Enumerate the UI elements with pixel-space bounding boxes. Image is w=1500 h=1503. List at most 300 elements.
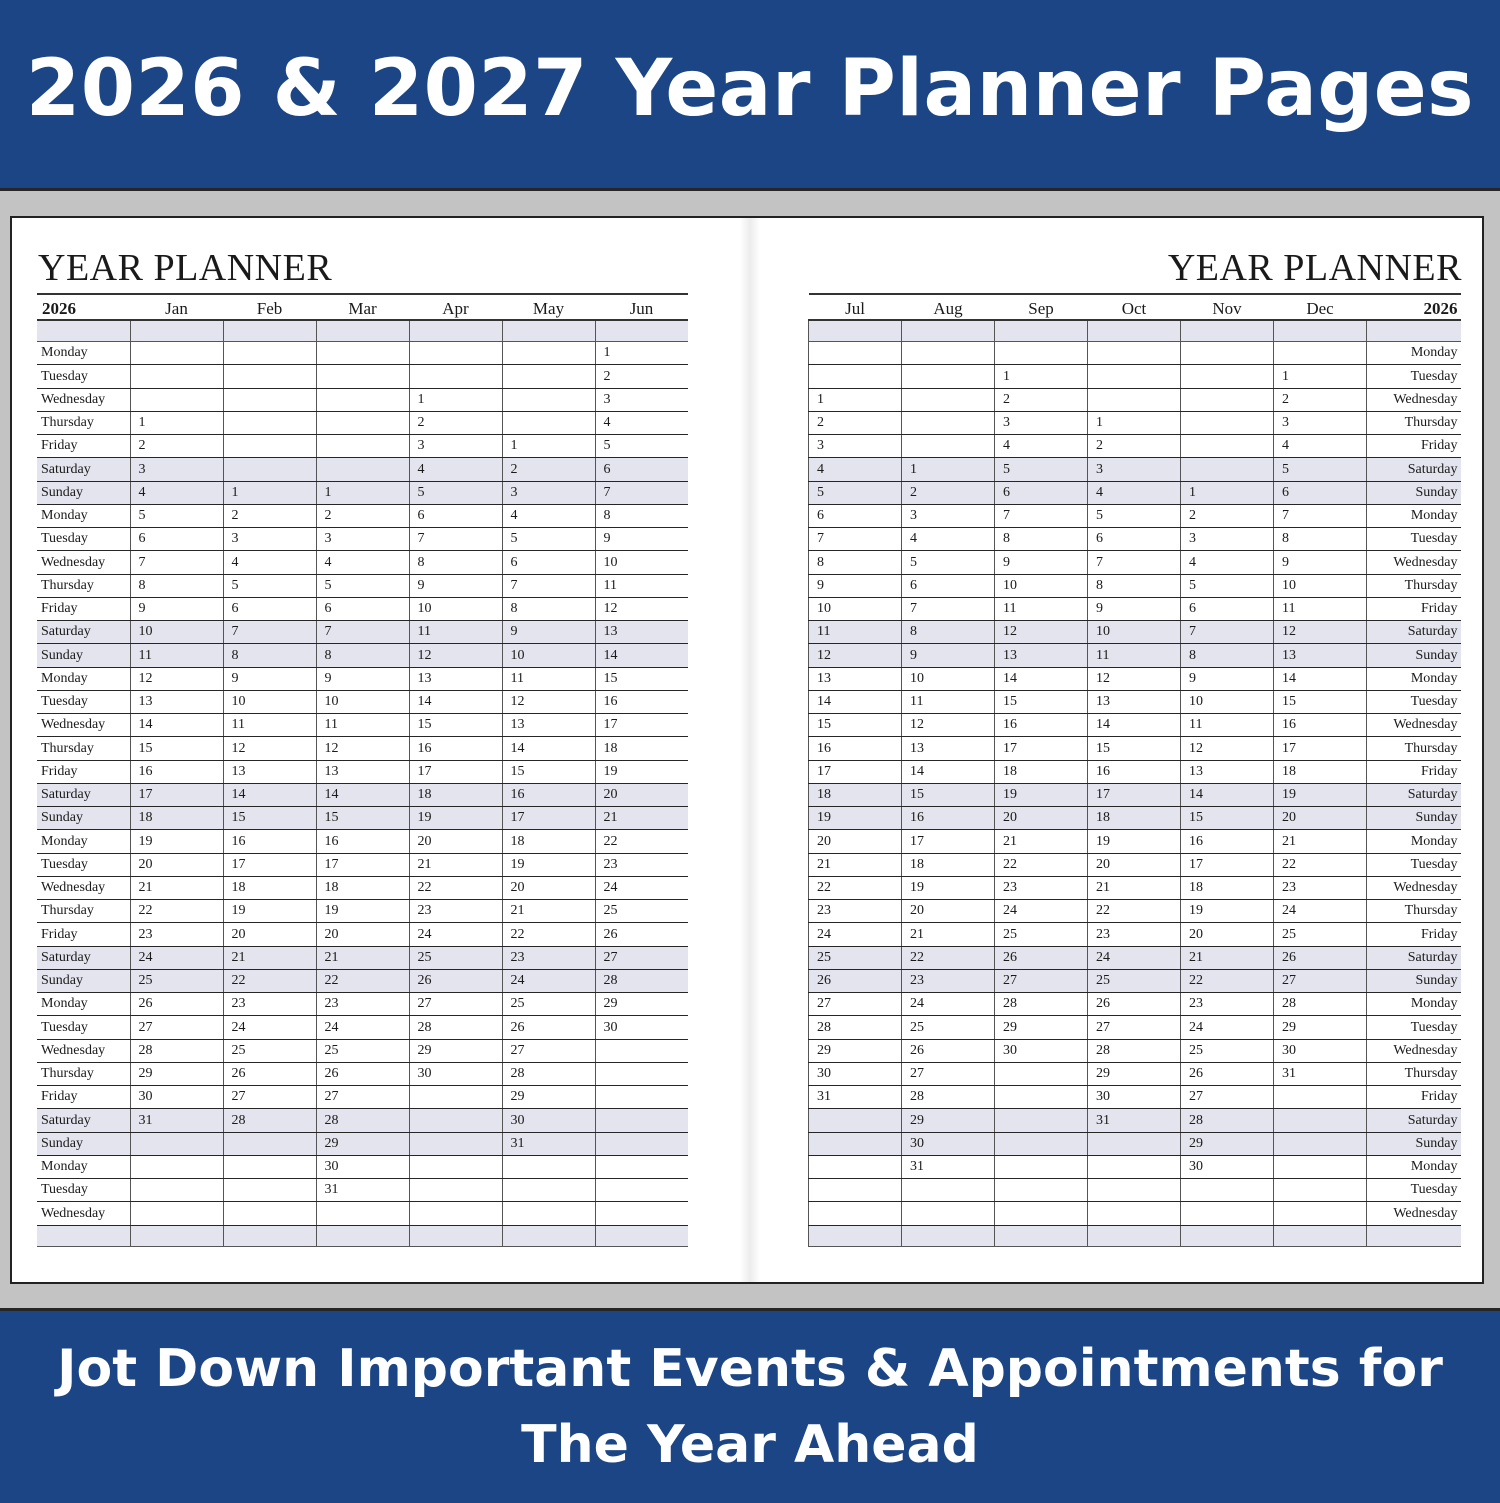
date-cell[interactable]: 7 [1274, 504, 1367, 527]
date-cell[interactable]: 21 [1181, 946, 1274, 969]
date-cell[interactable] [902, 411, 995, 434]
date-cell[interactable]: 15 [1181, 807, 1274, 830]
date-cell[interactable] [1088, 342, 1181, 365]
date-cell[interactable]: 27 [809, 993, 902, 1016]
date-cell[interactable]: 11 [502, 667, 595, 690]
date-cell[interactable]: 15 [409, 714, 502, 737]
date-cell[interactable] [595, 1202, 688, 1225]
date-cell[interactable] [409, 1132, 502, 1155]
date-cell[interactable]: 11 [409, 621, 502, 644]
date-cell[interactable]: 20 [902, 900, 995, 923]
date-cell[interactable]: 14 [1088, 714, 1181, 737]
date-cell[interactable]: 3 [502, 481, 595, 504]
date-cell[interactable]: 24 [995, 900, 1088, 923]
date-cell[interactable]: 26 [316, 1062, 409, 1085]
date-cell[interactable]: 21 [995, 830, 1088, 853]
date-cell[interactable]: 17 [1088, 783, 1181, 806]
date-cell[interactable]: 24 [316, 1016, 409, 1039]
date-cell[interactable]: 8 [409, 551, 502, 574]
date-cell[interactable]: 8 [595, 504, 688, 527]
date-cell[interactable]: 25 [595, 900, 688, 923]
date-cell[interactable]: 3 [316, 528, 409, 551]
date-cell[interactable]: 24 [595, 876, 688, 899]
date-cell[interactable]: 2 [316, 504, 409, 527]
date-cell[interactable]: 8 [902, 621, 995, 644]
date-cell[interactable]: 21 [223, 946, 316, 969]
date-cell[interactable]: 22 [409, 876, 502, 899]
date-cell[interactable]: 12 [595, 597, 688, 620]
date-cell[interactable]: 13 [1088, 690, 1181, 713]
date-cell[interactable]: 28 [1181, 1109, 1274, 1132]
date-cell[interactable]: 18 [223, 876, 316, 899]
date-cell[interactable]: 5 [595, 435, 688, 458]
date-cell[interactable]: 7 [809, 528, 902, 551]
date-cell[interactable] [502, 365, 595, 388]
date-cell[interactable]: 12 [902, 714, 995, 737]
date-cell[interactable] [902, 365, 995, 388]
date-cell[interactable] [809, 342, 902, 365]
date-cell[interactable]: 8 [223, 644, 316, 667]
date-cell[interactable]: 16 [409, 737, 502, 760]
date-cell[interactable]: 7 [902, 597, 995, 620]
date-cell[interactable]: 27 [995, 969, 1088, 992]
date-cell[interactable]: 29 [809, 1039, 902, 1062]
date-cell[interactable] [995, 1109, 1088, 1132]
date-cell[interactable]: 8 [1274, 528, 1367, 551]
date-cell[interactable]: 12 [1181, 737, 1274, 760]
date-cell[interactable]: 3 [902, 504, 995, 527]
date-cell[interactable]: 28 [223, 1109, 316, 1132]
date-cell[interactable] [902, 1202, 995, 1225]
date-cell[interactable]: 29 [902, 1109, 995, 1132]
date-cell[interactable] [502, 1179, 595, 1202]
date-cell[interactable]: 16 [902, 807, 995, 830]
date-cell[interactable]: 2 [902, 481, 995, 504]
date-cell[interactable] [316, 365, 409, 388]
date-cell[interactable]: 22 [995, 853, 1088, 876]
date-cell[interactable]: 15 [502, 760, 595, 783]
date-cell[interactable] [409, 1086, 502, 1109]
date-cell[interactable]: 19 [316, 900, 409, 923]
date-cell[interactable]: 19 [130, 830, 223, 853]
date-cell[interactable]: 2 [502, 458, 595, 481]
date-cell[interactable]: 2 [1274, 388, 1367, 411]
date-cell[interactable] [1088, 1202, 1181, 1225]
date-cell[interactable] [595, 1062, 688, 1085]
date-cell[interactable]: 27 [1088, 1016, 1181, 1039]
date-cell[interactable]: 25 [223, 1039, 316, 1062]
date-cell[interactable]: 11 [1088, 644, 1181, 667]
date-cell[interactable]: 12 [316, 737, 409, 760]
date-cell[interactable]: 25 [1181, 1039, 1274, 1062]
date-cell[interactable]: 13 [502, 714, 595, 737]
date-cell[interactable]: 22 [595, 830, 688, 853]
date-cell[interactable]: 18 [995, 760, 1088, 783]
date-cell[interactable] [502, 388, 595, 411]
date-cell[interactable]: 13 [595, 621, 688, 644]
date-cell[interactable]: 24 [130, 946, 223, 969]
date-cell[interactable] [995, 1086, 1088, 1109]
date-cell[interactable]: 17 [409, 760, 502, 783]
date-cell[interactable] [409, 1202, 502, 1225]
date-cell[interactable]: 23 [223, 993, 316, 1016]
date-cell[interactable]: 22 [1274, 853, 1367, 876]
date-cell[interactable]: 4 [1181, 551, 1274, 574]
date-cell[interactable]: 18 [409, 783, 502, 806]
date-cell[interactable]: 28 [995, 993, 1088, 1016]
date-cell[interactable]: 26 [502, 1016, 595, 1039]
date-cell[interactable]: 28 [316, 1109, 409, 1132]
date-cell[interactable]: 17 [995, 737, 1088, 760]
date-cell[interactable]: 10 [902, 667, 995, 690]
date-cell[interactable] [595, 1039, 688, 1062]
date-cell[interactable] [995, 1155, 1088, 1178]
date-cell[interactable]: 29 [409, 1039, 502, 1062]
date-cell[interactable] [502, 1155, 595, 1178]
date-cell[interactable]: 26 [223, 1062, 316, 1085]
date-cell[interactable]: 13 [1274, 644, 1367, 667]
date-cell[interactable]: 6 [595, 458, 688, 481]
date-cell[interactable]: 16 [809, 737, 902, 760]
date-cell[interactable]: 1 [902, 458, 995, 481]
date-cell[interactable] [316, 458, 409, 481]
date-cell[interactable]: 16 [316, 830, 409, 853]
date-cell[interactable] [130, 1132, 223, 1155]
date-cell[interactable]: 8 [809, 551, 902, 574]
date-cell[interactable]: 1 [595, 342, 688, 365]
date-cell[interactable]: 25 [316, 1039, 409, 1062]
date-cell[interactable]: 10 [130, 621, 223, 644]
date-cell[interactable]: 30 [1181, 1155, 1274, 1178]
date-cell[interactable]: 14 [595, 644, 688, 667]
date-cell[interactable]: 9 [223, 667, 316, 690]
date-cell[interactable]: 20 [223, 923, 316, 946]
date-cell[interactable] [1088, 1179, 1181, 1202]
date-cell[interactable]: 16 [502, 783, 595, 806]
date-cell[interactable]: 24 [1181, 1016, 1274, 1039]
date-cell[interactable]: 20 [995, 807, 1088, 830]
date-cell[interactable]: 9 [1181, 667, 1274, 690]
date-cell[interactable]: 27 [902, 1062, 995, 1085]
date-cell[interactable]: 25 [502, 993, 595, 1016]
date-cell[interactable]: 22 [223, 969, 316, 992]
date-cell[interactable]: 1 [502, 435, 595, 458]
date-cell[interactable]: 23 [130, 923, 223, 946]
date-cell[interactable]: 4 [809, 458, 902, 481]
date-cell[interactable] [1181, 458, 1274, 481]
date-cell[interactable] [130, 1155, 223, 1178]
date-cell[interactable] [1274, 1109, 1367, 1132]
date-cell[interactable]: 15 [316, 807, 409, 830]
date-cell[interactable]: 31 [316, 1179, 409, 1202]
date-cell[interactable]: 18 [1088, 807, 1181, 830]
date-cell[interactable]: 29 [595, 993, 688, 1016]
date-cell[interactable] [502, 1202, 595, 1225]
date-cell[interactable]: 20 [595, 783, 688, 806]
date-cell[interactable] [995, 1062, 1088, 1085]
date-cell[interactable]: 9 [1088, 597, 1181, 620]
date-cell[interactable]: 21 [316, 946, 409, 969]
date-cell[interactable]: 29 [1088, 1062, 1181, 1085]
date-cell[interactable]: 19 [809, 807, 902, 830]
date-cell[interactable] [409, 342, 502, 365]
date-cell[interactable]: 28 [809, 1016, 902, 1039]
date-cell[interactable]: 9 [409, 574, 502, 597]
date-cell[interactable]: 21 [502, 900, 595, 923]
date-cell[interactable]: 11 [1181, 714, 1274, 737]
date-cell[interactable]: 20 [409, 830, 502, 853]
date-cell[interactable] [902, 388, 995, 411]
date-cell[interactable]: 3 [1088, 458, 1181, 481]
date-cell[interactable]: 17 [223, 853, 316, 876]
date-cell[interactable]: 9 [595, 528, 688, 551]
date-cell[interactable]: 4 [595, 411, 688, 434]
date-cell[interactable]: 3 [130, 458, 223, 481]
date-cell[interactable]: 10 [995, 574, 1088, 597]
date-cell[interactable]: 23 [595, 853, 688, 876]
date-cell[interactable] [595, 1086, 688, 1109]
date-cell[interactable] [595, 1132, 688, 1155]
date-cell[interactable]: 10 [409, 597, 502, 620]
date-cell[interactable]: 23 [809, 900, 902, 923]
date-cell[interactable]: 12 [409, 644, 502, 667]
date-cell[interactable]: 22 [502, 923, 595, 946]
date-cell[interactable]: 7 [409, 528, 502, 551]
date-cell[interactable]: 25 [130, 969, 223, 992]
date-cell[interactable]: 31 [1274, 1062, 1367, 1085]
date-cell[interactable]: 16 [995, 714, 1088, 737]
date-cell[interactable]: 5 [409, 481, 502, 504]
date-cell[interactable]: 16 [1181, 830, 1274, 853]
date-cell[interactable]: 30 [902, 1132, 995, 1155]
date-cell[interactable]: 13 [130, 690, 223, 713]
date-cell[interactable]: 22 [809, 876, 902, 899]
date-cell[interactable] [223, 342, 316, 365]
date-cell[interactable]: 7 [223, 621, 316, 644]
date-cell[interactable]: 5 [902, 551, 995, 574]
date-cell[interactable] [1088, 1132, 1181, 1155]
date-cell[interactable]: 31 [902, 1155, 995, 1178]
date-cell[interactable]: 15 [902, 783, 995, 806]
date-cell[interactable] [1088, 365, 1181, 388]
date-cell[interactable]: 4 [502, 504, 595, 527]
date-cell[interactable]: 1 [1088, 411, 1181, 434]
date-cell[interactable]: 16 [1274, 714, 1367, 737]
date-cell[interactable]: 4 [409, 458, 502, 481]
date-cell[interactable]: 21 [130, 876, 223, 899]
date-cell[interactable] [809, 1109, 902, 1132]
date-cell[interactable]: 1 [409, 388, 502, 411]
date-cell[interactable]: 6 [902, 574, 995, 597]
date-cell[interactable]: 18 [1274, 760, 1367, 783]
date-cell[interactable] [1274, 1086, 1367, 1109]
date-cell[interactable]: 5 [223, 574, 316, 597]
date-cell[interactable]: 11 [995, 597, 1088, 620]
date-cell[interactable]: 19 [1274, 783, 1367, 806]
date-cell[interactable]: 9 [502, 621, 595, 644]
date-cell[interactable]: 19 [223, 900, 316, 923]
date-cell[interactable]: 2 [223, 504, 316, 527]
date-cell[interactable]: 14 [995, 667, 1088, 690]
date-cell[interactable] [809, 365, 902, 388]
date-cell[interactable]: 25 [1274, 923, 1367, 946]
date-cell[interactable]: 26 [995, 946, 1088, 969]
date-cell[interactable]: 6 [1088, 528, 1181, 551]
date-cell[interactable]: 4 [1274, 435, 1367, 458]
date-cell[interactable] [809, 1202, 902, 1225]
date-cell[interactable]: 21 [595, 807, 688, 830]
date-cell[interactable]: 29 [502, 1086, 595, 1109]
date-cell[interactable]: 6 [409, 504, 502, 527]
date-cell[interactable]: 16 [595, 690, 688, 713]
date-cell[interactable] [1181, 435, 1274, 458]
date-cell[interactable]: 3 [809, 435, 902, 458]
date-cell[interactable]: 25 [409, 946, 502, 969]
date-cell[interactable]: 19 [1088, 830, 1181, 853]
date-cell[interactable]: 26 [1274, 946, 1367, 969]
date-cell[interactable]: 1 [316, 481, 409, 504]
date-cell[interactable] [1274, 1179, 1367, 1202]
date-cell[interactable]: 29 [130, 1062, 223, 1085]
date-cell[interactable]: 2 [809, 411, 902, 434]
date-cell[interactable] [130, 365, 223, 388]
date-cell[interactable]: 19 [995, 783, 1088, 806]
date-cell[interactable] [1181, 1179, 1274, 1202]
date-cell[interactable]: 22 [316, 969, 409, 992]
date-cell[interactable]: 19 [902, 876, 995, 899]
date-cell[interactable]: 6 [1274, 481, 1367, 504]
date-cell[interactable]: 23 [902, 969, 995, 992]
date-cell[interactable]: 27 [223, 1086, 316, 1109]
date-cell[interactable] [223, 365, 316, 388]
date-cell[interactable] [223, 1155, 316, 1178]
date-cell[interactable]: 16 [1088, 760, 1181, 783]
date-cell[interactable]: 4 [316, 551, 409, 574]
date-cell[interactable]: 14 [502, 737, 595, 760]
date-cell[interactable]: 14 [409, 690, 502, 713]
date-cell[interactable]: 14 [130, 714, 223, 737]
date-cell[interactable]: 6 [316, 597, 409, 620]
date-cell[interactable]: 10 [316, 690, 409, 713]
date-cell[interactable]: 16 [223, 830, 316, 853]
date-cell[interactable]: 14 [902, 760, 995, 783]
date-cell[interactable] [316, 435, 409, 458]
date-cell[interactable]: 26 [1181, 1062, 1274, 1085]
date-cell[interactable] [409, 1155, 502, 1178]
date-cell[interactable]: 17 [902, 830, 995, 853]
date-cell[interactable]: 13 [409, 667, 502, 690]
date-cell[interactable]: 9 [809, 574, 902, 597]
date-cell[interactable] [409, 1109, 502, 1132]
date-cell[interactable]: 17 [809, 760, 902, 783]
date-cell[interactable]: 30 [130, 1086, 223, 1109]
date-cell[interactable] [809, 1179, 902, 1202]
date-cell[interactable]: 29 [316, 1132, 409, 1155]
date-cell[interactable]: 14 [1274, 667, 1367, 690]
date-cell[interactable]: 7 [316, 621, 409, 644]
date-cell[interactable]: 28 [409, 1016, 502, 1039]
date-cell[interactable]: 28 [130, 1039, 223, 1062]
date-cell[interactable]: 24 [502, 969, 595, 992]
date-cell[interactable]: 15 [809, 714, 902, 737]
date-cell[interactable]: 28 [502, 1062, 595, 1085]
date-cell[interactable]: 13 [1181, 760, 1274, 783]
date-cell[interactable]: 19 [595, 760, 688, 783]
date-cell[interactable]: 31 [1088, 1109, 1181, 1132]
date-cell[interactable] [409, 1179, 502, 1202]
date-cell[interactable]: 28 [1274, 993, 1367, 1016]
date-cell[interactable]: 9 [130, 597, 223, 620]
date-cell[interactable]: 7 [995, 504, 1088, 527]
date-cell[interactable] [223, 435, 316, 458]
date-cell[interactable]: 4 [902, 528, 995, 551]
date-cell[interactable]: 23 [316, 993, 409, 1016]
date-cell[interactable]: 30 [809, 1062, 902, 1085]
date-cell[interactable] [316, 411, 409, 434]
date-cell[interactable]: 1 [130, 411, 223, 434]
date-cell[interactable]: 20 [809, 830, 902, 853]
date-cell[interactable]: 8 [995, 528, 1088, 551]
date-cell[interactable] [595, 1179, 688, 1202]
date-cell[interactable] [223, 388, 316, 411]
date-cell[interactable]: 5 [995, 458, 1088, 481]
date-cell[interactable]: 25 [995, 923, 1088, 946]
date-cell[interactable]: 27 [1274, 969, 1367, 992]
date-cell[interactable]: 29 [995, 1016, 1088, 1039]
date-cell[interactable] [502, 411, 595, 434]
date-cell[interactable]: 17 [595, 714, 688, 737]
date-cell[interactable]: 14 [223, 783, 316, 806]
date-cell[interactable] [409, 365, 502, 388]
date-cell[interactable]: 30 [1088, 1086, 1181, 1109]
date-cell[interactable]: 24 [809, 923, 902, 946]
date-cell[interactable]: 9 [902, 644, 995, 667]
date-cell[interactable]: 12 [502, 690, 595, 713]
date-cell[interactable]: 23 [409, 900, 502, 923]
date-cell[interactable]: 5 [809, 481, 902, 504]
date-cell[interactable]: 30 [316, 1155, 409, 1178]
date-cell[interactable]: 1 [1181, 481, 1274, 504]
date-cell[interactable] [316, 1202, 409, 1225]
date-cell[interactable]: 31 [809, 1086, 902, 1109]
date-cell[interactable]: 22 [130, 900, 223, 923]
date-cell[interactable]: 18 [809, 783, 902, 806]
date-cell[interactable] [1274, 342, 1367, 365]
date-cell[interactable]: 27 [130, 1016, 223, 1039]
date-cell[interactable]: 13 [316, 760, 409, 783]
date-cell[interactable] [130, 1202, 223, 1225]
date-cell[interactable] [316, 388, 409, 411]
date-cell[interactable]: 10 [223, 690, 316, 713]
date-cell[interactable]: 15 [1088, 737, 1181, 760]
date-cell[interactable] [595, 1109, 688, 1132]
date-cell[interactable] [809, 1132, 902, 1155]
date-cell[interactable]: 1 [809, 388, 902, 411]
date-cell[interactable]: 18 [316, 876, 409, 899]
date-cell[interactable] [1181, 365, 1274, 388]
date-cell[interactable]: 5 [502, 528, 595, 551]
date-cell[interactable]: 21 [902, 923, 995, 946]
date-cell[interactable]: 20 [316, 923, 409, 946]
date-cell[interactable]: 2 [995, 388, 1088, 411]
date-cell[interactable] [223, 1132, 316, 1155]
date-cell[interactable]: 10 [595, 551, 688, 574]
date-cell[interactable]: 7 [130, 551, 223, 574]
date-cell[interactable]: 25 [1088, 969, 1181, 992]
date-cell[interactable]: 28 [902, 1086, 995, 1109]
date-cell[interactable] [130, 1179, 223, 1202]
date-cell[interactable]: 26 [595, 923, 688, 946]
